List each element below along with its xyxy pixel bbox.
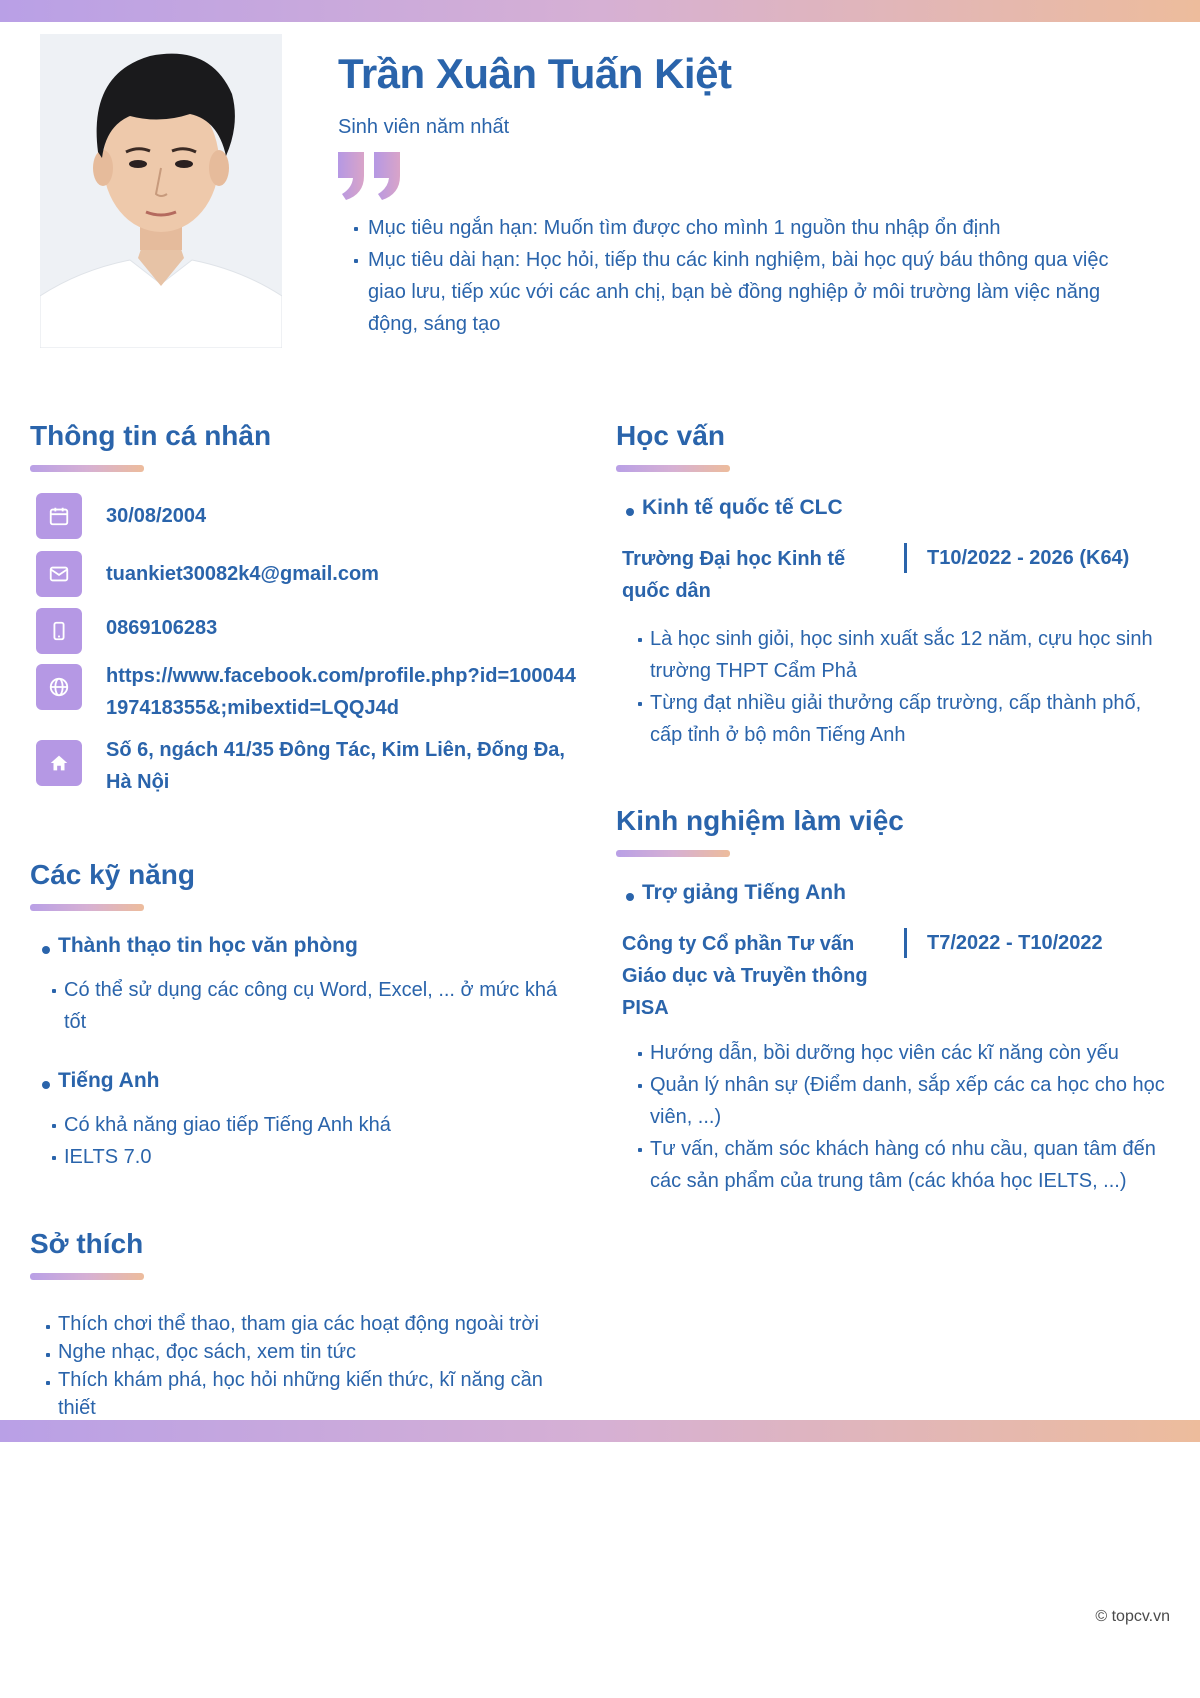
school-name: Trường Đại học Kinh tế quốc dân: [622, 548, 846, 602]
objective-long-term: Mục tiêu dài hạn: Học hỏi, tiếp thu các kinh nghiệm, bài học quý báu thông qua việc giao lưu, tiếp xúc với các anh chị, bạn bè đồng nghiệp ở môi trường làm việc năng động, sáng tạo: [354, 244, 1144, 340]
skill-english-details: [52, 1109, 572, 1173]
experience-details: [638, 1037, 1166, 1197]
footer-copyright[interactable]: © topcv.vn: [1095, 1608, 1170, 1625]
skill-detail: IELTS 7.0: [52, 1141, 572, 1173]
experience-position: [626, 881, 846, 905]
personal-info-heading: Thông tin cá nhân: [30, 420, 272, 451]
candidate-name: Trần Xuân Tuấn Kiệt: [338, 50, 732, 97]
hobbies-list: [46, 1310, 586, 1422]
experience-heading: Kinh nghiệm làm việc: [616, 805, 904, 836]
info-row-phone: [36, 608, 217, 654]
phone-text[interactable]: 0869106283: [106, 617, 218, 639]
info-row-birthdate: [36, 493, 206, 539]
calendar-icon: [36, 493, 82, 539]
profile-photo: [40, 34, 282, 348]
address-text: Số 6, ngách 41/35 Đông Tác, Kim Liên, Đống Đa, Hà Nội: [106, 739, 565, 793]
hobby-item: Nghe nhạc, đọc sách, xem tin tức: [46, 1338, 586, 1366]
info-row-facebook: [36, 664, 576, 724]
skill-detail: Có khả năng giao tiếp Tiếng Anh khá: [52, 1109, 572, 1141]
quote-icon: [336, 150, 406, 202]
company-name: Công ty Cổ phần Tư vấn Giáo dục và Truyền thông PISA: [622, 933, 868, 1019]
bullet-dot: [42, 946, 50, 954]
hobby-item: Thích chơi thể thao, tham gia các hoạt động ngoài trời: [46, 1310, 586, 1338]
skill-item-office: [42, 934, 358, 958]
info-row-email: [36, 551, 379, 597]
bullet-dot: [626, 508, 634, 516]
info-row-address: [36, 740, 576, 798]
education-underline: [616, 465, 730, 472]
education-heading: Học vấn: [616, 420, 725, 451]
career-objectives: [354, 212, 1144, 340]
bottom-gradient-bar: [0, 1420, 1200, 1442]
bullet-dot: [42, 1081, 50, 1089]
globe-icon: [36, 664, 82, 710]
position-name: Trợ giảng Tiếng Anh: [642, 881, 846, 904]
education-detail: Là học sinh giỏi, học sinh xuất sắc 12 năm, cựu học sinh trường THPT Cẩm Phả: [638, 623, 1158, 687]
top-gradient-bar: [0, 0, 1200, 22]
skill-office-details: [52, 974, 572, 1038]
personal-info-underline: [30, 465, 144, 472]
home-icon: [36, 740, 82, 786]
candidate-subtitle: Sinh viên năm nhất: [338, 116, 510, 138]
hobbies-underline: [30, 1273, 144, 1280]
education-details: [638, 623, 1158, 751]
hobby-item: Thích khám phá, học hỏi những kiến thức, kĩ năng cần thiết: [46, 1366, 586, 1422]
major-name: Kinh tế quốc tế CLC: [642, 496, 843, 519]
experience-detail: Quản lý nhân sự (Điểm danh, sắp xếp các ca học cho học viên, ...): [638, 1069, 1166, 1133]
experience-detail: Hướng dẫn, bồi dưỡng học viên các kĩ năng còn yếu: [638, 1037, 1166, 1069]
phone-icon: [36, 608, 82, 654]
skill-name: Tiếng Anh: [58, 1069, 160, 1092]
education-major: [626, 496, 843, 520]
experience-underline: [616, 850, 730, 857]
objective-short-term: Mục tiêu ngắn hạn: Muốn tìm được cho mình 1 nguồn thu nhập ổn định: [354, 212, 1144, 244]
birthdate-text: 30/08/2004: [106, 505, 207, 527]
facebook-link[interactable]: https://www.facebook.com/profile.php?id=100044197418355&;mibextid=LQQJ4d: [106, 665, 576, 719]
experience-period: T7/2022 - T10/2022: [904, 928, 1103, 958]
experience-detail: Tư vấn, chăm sóc khách hàng có nhu cầu, quan tâm đến các sản phẩm của trung tâm (các khóa học IELTS, ...): [638, 1133, 1166, 1197]
skill-name: Thành thạo tin học văn phòng: [58, 934, 358, 957]
skills-heading: Các kỹ năng: [30, 859, 195, 890]
education-period: T10/2022 - 2026 (K64): [904, 543, 1129, 573]
education-detail: Từng đạt nhiều giải thưởng cấp trường, cấp thành phố, cấp tỉnh ở bộ môn Tiếng Anh: [638, 687, 1158, 751]
skill-item-english: [42, 1069, 160, 1093]
hobbies-heading: Sở thích: [30, 1228, 144, 1259]
skills-underline: [30, 904, 144, 911]
bullet-dot: [626, 893, 634, 901]
skill-detail: Có thể sử dụng các công cụ Word, Excel, ... ở mức khá tốt: [52, 974, 572, 1038]
email-text[interactable]: tuankiet30082k4@gmail.com: [106, 563, 379, 585]
mail-icon: [36, 551, 82, 597]
